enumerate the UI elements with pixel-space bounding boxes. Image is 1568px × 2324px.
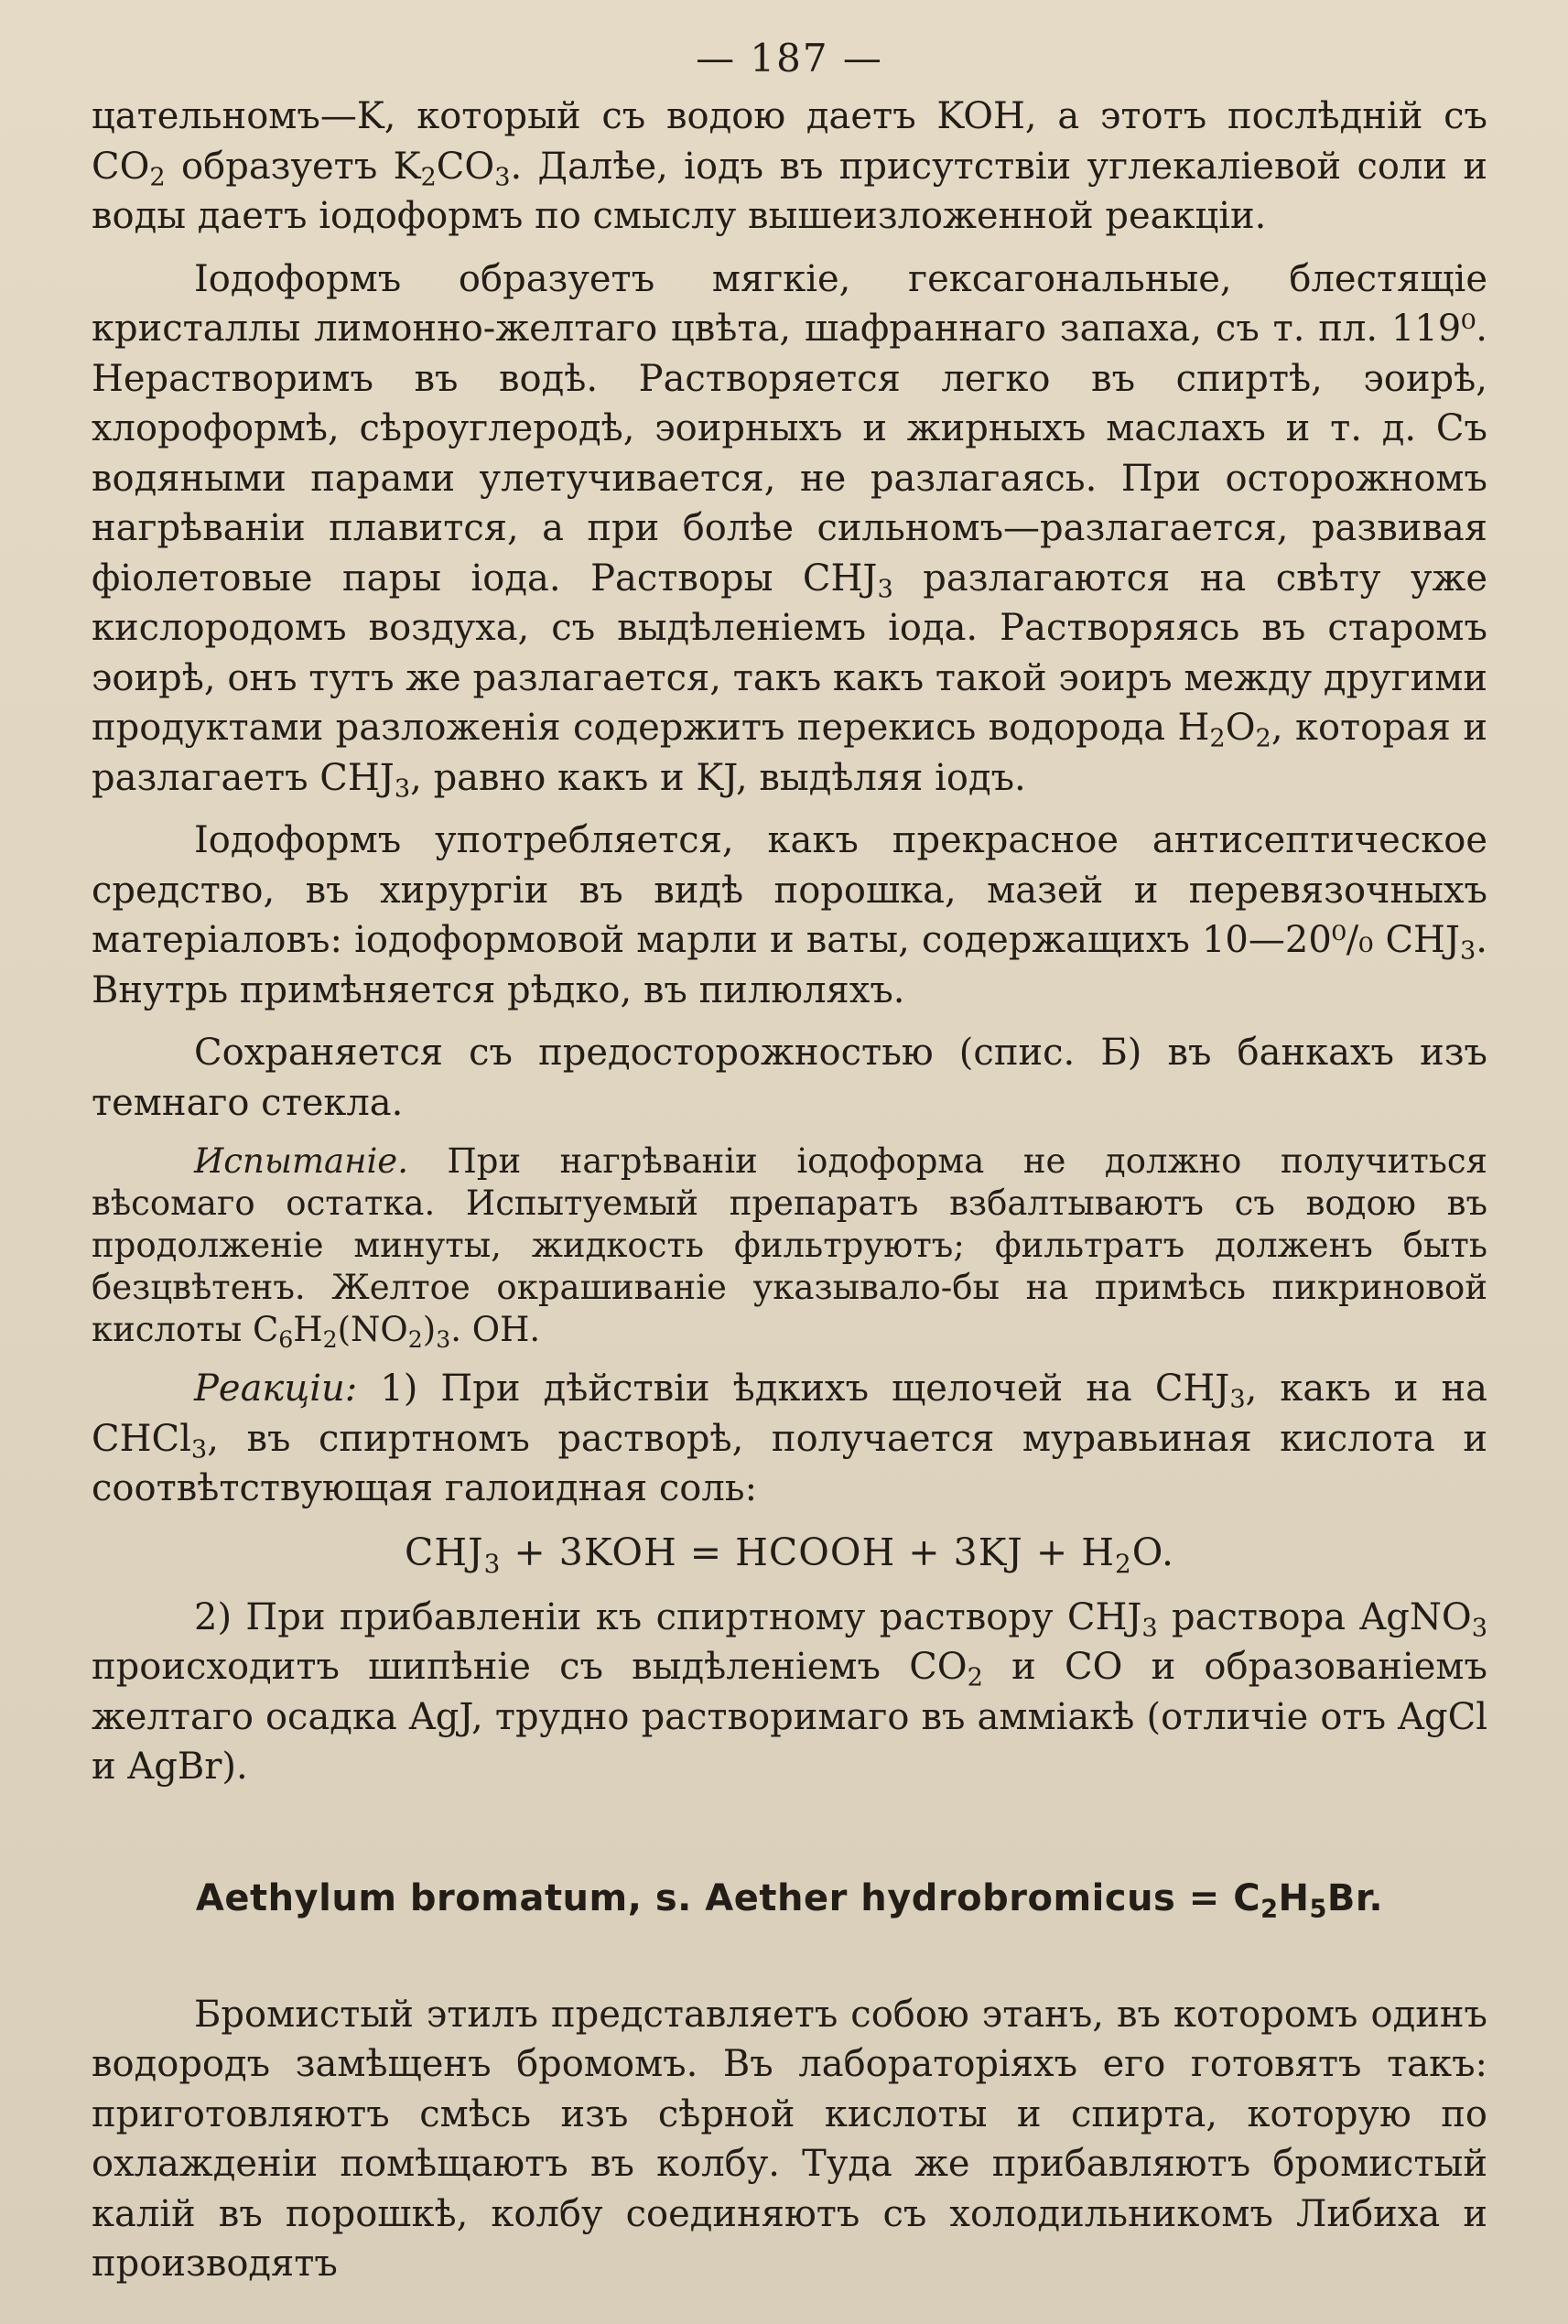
paragraph	[92, 92, 1487, 242]
text-run: раствора AgNO	[1157, 1595, 1472, 1638]
text-run: разлагаются на свѣту уже кислородомъ воздуха, съ выдѣленіемъ іода. Растворяясь въ старомъ эоирѣ, онъ тутъ же разлагается, такъ какъ такой эоиръ между другими продуктами разложенія содержитъ перекись водорода H	[92, 557, 1487, 749]
text-run: , въ спиртномъ растворѣ, получается муравьиная кислота и соотвѣтствующая галоидная соль:	[92, 1417, 1487, 1509]
subscript: 3	[483, 1548, 502, 1579]
subscript: 2	[1260, 1895, 1279, 1924]
text-run: )	[422, 1310, 437, 1349]
paragraph	[92, 816, 1487, 1015]
text-run: Бромистый этилъ представляетъ собою этанъ, въ которомъ одинъ водородъ замѣщенъ бромомъ. Въ лабораторіяхъ его готовятъ такъ: приготовляютъ смѣсь изъ сѣрной кислоты и спирта, которую по охлажденіи помѣщаютъ въ колбу. Туда же прибавляютъ бромистый калій въ порошкѣ, колбу соединяютъ съ холодильникомъ Либиха и производятъ	[92, 1993, 1487, 2285]
subscript: 3	[1229, 1385, 1246, 1414]
subscript: 3	[190, 1435, 208, 1465]
text-run: H	[293, 1310, 323, 1349]
text-run: CHJ	[405, 1530, 484, 1574]
text-run: . Внутрь примѣняется рѣдко, въ пилюляхъ.	[92, 919, 1487, 1011]
text-run: Іодоформъ употребляется, какъ прекрасное антисептическое средство, въ хирургіи въ видѣ порошка, мазей и перевязочныхъ матеріаловъ: іодоформовой марли и ваты, содержащихъ 10—20⁰/₀ CHJ	[92, 819, 1487, 961]
subscript: 3	[1459, 936, 1476, 966]
paragraph	[92, 254, 1487, 804]
chemical-equation	[92, 1525, 1487, 1580]
subscript: 2	[322, 1326, 338, 1354]
text-run: , какъ и на CHCl	[92, 1367, 1487, 1460]
text-run: , которая и разлагаетъ CHJ	[92, 707, 1487, 799]
section-heading	[92, 1873, 1487, 1924]
text-run: (NO	[337, 1310, 408, 1349]
text-run: . Далѣе, іодъ въ присутствіи углекаліевой соли и воды даетъ іодоформъ по смыслу вышеизложенной реакціи.	[92, 145, 1488, 237]
subscript: 5	[1309, 1895, 1327, 1924]
text-run: образуетъ K	[165, 145, 421, 188]
paragraph	[92, 1140, 1487, 1354]
text-run: Br.	[1326, 1876, 1384, 1919]
text-run: и CO и образованіемъ желтаго осадка AgJ, трудно растворимаго въ амміакѣ (отличіе отъ AgCl и AgBr).	[92, 1646, 1487, 1788]
subscript: 3	[877, 575, 893, 604]
text-run: Сохраняется съ предосторожностью (спис. Б) въ банкахъ изъ темнаго стекла.	[92, 1032, 1487, 1124]
text-run: H	[1278, 1876, 1310, 1919]
text-run: CO	[436, 145, 495, 188]
text-run: цательномъ—K, который съ водою даетъ KOH, а этотъ послѣдній съ CO	[92, 95, 1487, 188]
page-content	[92, 92, 1487, 2289]
paragraph	[92, 1028, 1487, 1128]
paragraph	[92, 1593, 1487, 1792]
text-run: При нагрѣваніи іодоформа не должно получиться вѣсомаго остатка. Испытуемый препаратъ взбалтываютъ съ водою въ продолженіе минуты, жидкость фильтруютъ; фильтратъ долженъ быть безцвѣтенъ. Желтое окрашиваніе указывало-бы на примѣсь пикриновой кислоты C	[92, 1141, 1487, 1349]
subscript: 3	[394, 774, 411, 804]
subscript: 2	[149, 163, 166, 192]
paragraph	[92, 1990, 1487, 2289]
italic-lead: Реакціи:	[194, 1367, 358, 1410]
text-run: Aethylum bromatum, s. Aether hydrobromicus = C	[195, 1876, 1261, 1919]
subscript: 2	[967, 1663, 983, 1692]
subscript: 2	[420, 163, 437, 192]
text-run: Іодоформъ образуетъ мягкіе, гексагональные, блестящіе кристаллы лимонно-желтаго цвѣта, шафраннаго запаха, съ т. пл. 119⁰. Нерастворимъ въ водѣ. Растворяется легко въ спиртѣ, эоирѣ, хлороформѣ, сѣроуглеродѣ, эоирныхъ и жирныхъ маслахъ и т. д. Съ водяными парами улетучивается, не разлагаясь. При осторожномъ нагрѣваніи плавится, а при болѣе сильномъ—разлагается, развивая фіолетовые пары іода. Растворы CHJ	[92, 257, 1487, 600]
subscript: 2	[1114, 1548, 1132, 1579]
text-run: O	[1225, 707, 1256, 749]
subscript: 2	[1255, 724, 1271, 753]
subscript: 2	[407, 1326, 423, 1354]
text-run: . OH.	[450, 1310, 541, 1349]
italic-lead: Испытаніе.	[194, 1141, 408, 1181]
paragraph	[92, 1364, 1487, 1514]
subscript: 2	[1209, 724, 1226, 753]
text-run: O.	[1131, 1530, 1174, 1574]
subscript: 3	[1471, 1614, 1487, 1643]
page-number: — 187 —	[696, 36, 883, 81]
subscript: 6	[278, 1326, 294, 1354]
subscript: 3	[1141, 1614, 1158, 1643]
text-run: 2) При прибавленіи къ спиртному раствору CHJ	[194, 1595, 1142, 1638]
text-run: + 3KOH = HCOOH + 3KJ + H	[501, 1530, 1115, 1574]
subscript: 3	[436, 1326, 451, 1354]
text-run: происходитъ шипѣніе съ выдѣленіемъ CO	[92, 1646, 968, 1688]
subscript: 3	[494, 163, 511, 192]
text-run: , равно какъ и KJ, выдѣляя іодъ.	[410, 756, 1026, 799]
text-run: 1) При дѣйствіи ѣдкихъ щелочей на CHJ	[357, 1367, 1230, 1410]
